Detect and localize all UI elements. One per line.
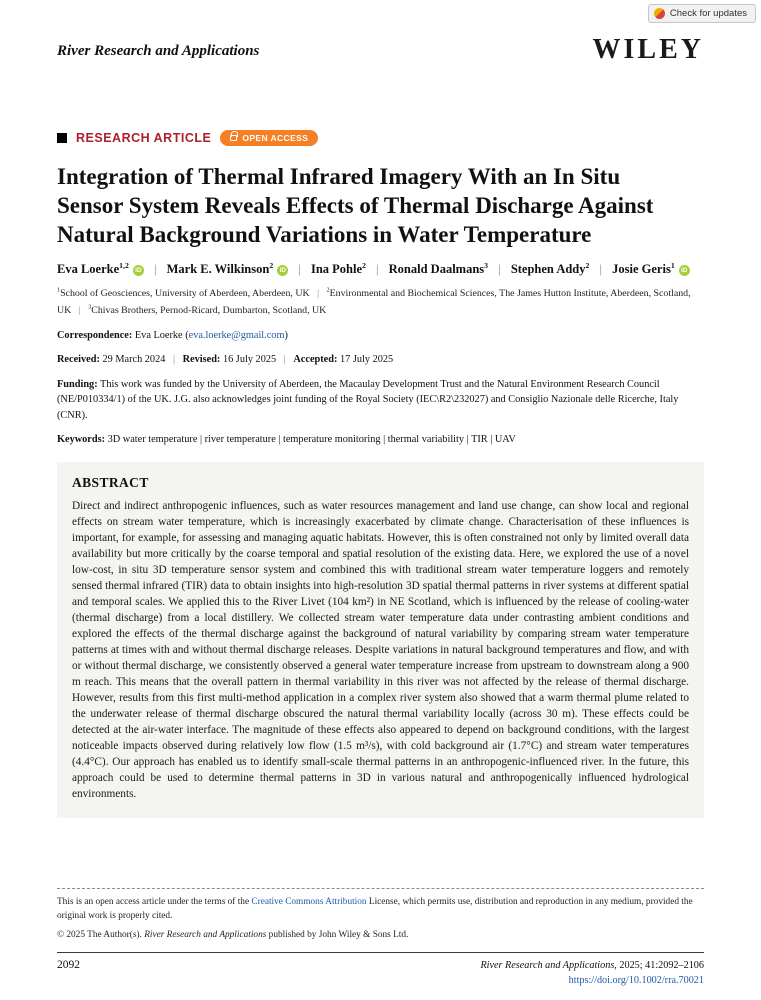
- cc-license-link[interactable]: Creative Commons Attribution: [251, 897, 367, 907]
- funding-label: Funding:: [57, 378, 98, 390]
- orcid-icon[interactable]: iD: [277, 265, 288, 276]
- author: Ina Pohle$^2$: [310, 261, 366, 277]
- author-separator: |: [153, 262, 157, 277]
- correspondence-email-link[interactable]: eva.loerke@gmail.com: [188, 329, 285, 341]
- affiliations: $^1$School of Geosciences, University of Aberdeen, Aberdeen, UK | $^2$Environmental and Biochemical Sciences, The James Hutton Institute, Aberdeen, Scotland, UK | $^3$Chivas Brothers, Pernod-Ricard, Dumbarton, Scotland, UK: [57, 287, 691, 316]
- keywords-label: Keywords:: [57, 434, 106, 446]
- author-separator: |: [376, 262, 379, 277]
- doi-link[interactable]: https://doi.org/10.1002/rra.70021: [568, 974, 704, 986]
- correspondence-line: Correspondence: Eva Loerke (eva.loerke@gmail.com): [57, 329, 288, 341]
- article-type-marker: [57, 133, 67, 143]
- page-number: 2092: [57, 959, 80, 971]
- article-type-label: RESEARCH ARTICLE: [76, 131, 212, 145]
- correspondence-label: Correspondence:: [57, 329, 133, 341]
- author: Stephen Addy$^2$: [510, 261, 590, 277]
- affiliation-separator: |: [78, 304, 81, 316]
- author: Ronald Daalmans$^3$: [388, 261, 489, 277]
- open-access-label: OPEN ACCESS: [242, 133, 309, 143]
- page-header: [57, 0, 704, 66]
- copyright-statement: © 2025 The Author(s). River Research and Applications published by John Wiley & Sons Ltd.: [57, 929, 409, 940]
- open-access-statement: This is an open access article under the terms of the Creative Commons Attribution License, which permits use, distribution and reproduction in any medium, provided the original work is properly cited.: [57, 897, 693, 921]
- author-list: [57, 262, 704, 277]
- orcid-icon[interactable]: iD: [133, 265, 144, 276]
- history-line: Received: 29 March 2024 | Revised: 16 July 2025 | Accepted: 17 July 2025: [57, 354, 394, 366]
- funding-line: Funding: This work was funded by the University of Aberdeen, the Macaulay Development Trust and the Natural Environment Research Council (NE/P010334/1) of the UK. J.G. also acknowledges joint funding of the Royal Society (IEC\R2\232027) and Consiglio Nazionale delle Ricerche, Italy (CNR).: [57, 378, 679, 421]
- citation-block: [480, 959, 704, 989]
- open-lock-icon: [230, 135, 237, 141]
- journal-name: River Research and Applications: [57, 43, 260, 59]
- author-separator: |: [298, 262, 301, 277]
- article-title: Integration of Thermal Infrared Imagery With an In Situ Sensor System Reveals Effects of Thermal Discharge Against Natural Background Variations in Water Temperature: [57, 164, 654, 247]
- article-type-row: [57, 130, 704, 146]
- orcid-icon[interactable]: iD: [679, 265, 690, 276]
- abstract-heading: ABSTRACT: [72, 474, 149, 490]
- abstract-section: [57, 462, 704, 819]
- check-for-updates-badge[interactable]: [648, 4, 756, 23]
- journal-citation: River Research and Applications, 2025; 41:2092–2106: [480, 960, 704, 971]
- author: Eva Loerke$^{1,2}$: [57, 261, 129, 277]
- page-footer: [57, 952, 704, 989]
- affiliation-separator: |: [317, 288, 320, 300]
- open-access-badge: [220, 130, 318, 146]
- abstract-text: Direct and indirect anthropogenic influences, such as water resources management and land use change, can show local and regional effects on stream water temperature, which is increasingly exacerbated by climate change. Characterisation of these influences is important, for example, for assessing and managing aquatic habitats. However, this is often constrained not only by limited overall data availability but more critically by the coarse temporal and spatial resolution of the existing data. Here, we explored the use of a novel low-cost, in situ 3D temperature sensor system and combined this with traditional stream water temperature loggers and remotely sensed thermal infrared (TIR) data to obtain insights into high-resolution 3D spatial thermal patterns in river systems at different spatial and temporal scales. We applied this to the River Livet (104 km²) in NE Scotland, which is influenced by the release of cooling-water (thermal discharge) from a local distillery. We collected stream water temperature data under contrasting ambient conditions and explored the effects of the thermal discharge against the background of natural variability by comparing stream water temperature patterns at times with and without thermal discharge releases. Despite variations in natural background temperatures and flow, and with or without thermal discharge, we consistently observed a general water temperature increase from upstream to downstream along a 900 m reach. This means that the overall pattern in thermal variability in this river was not affected by the release of thermal discharge. However, results from this first multi-method application in a complex river system also showed that a warm thermal plume related to the underwater release of thermal discharge obscured the natural thermal variability locally (across 30 m). These effects could be detected at the air-water interface. The magnitude of these effects also appeared to depend on background conditions, with the largest noticeable impacts observed during relatively low flow (1.5 m³/s), with cold background air (1.7°C) and stream water temperatures (4.4°C). Our approach has enabled us to identify small-scale thermal patterns in an anthropogenic-influenced river. In the future, this approach could be used to determine thermal patterns in 3D in various natural and anthropogenically influenced hydrological environments.: [72, 499, 689, 801]
- check-for-updates-label: Check for updates: [669, 8, 747, 19]
- crossmark-icon: [654, 8, 665, 19]
- author-separator: |: [599, 262, 603, 277]
- author-separator: |: [498, 262, 501, 277]
- author: Josie Geris$^1$: [612, 261, 675, 277]
- keywords-line: Keywords: 3D water temperature | river temperature | temperature monitoring | thermal variability | TIR | UAV: [57, 434, 516, 446]
- wiley-logo: WILEY: [592, 34, 704, 65]
- author: Mark E. Wilkinson$^2$: [166, 261, 274, 277]
- license-block: [57, 888, 704, 943]
